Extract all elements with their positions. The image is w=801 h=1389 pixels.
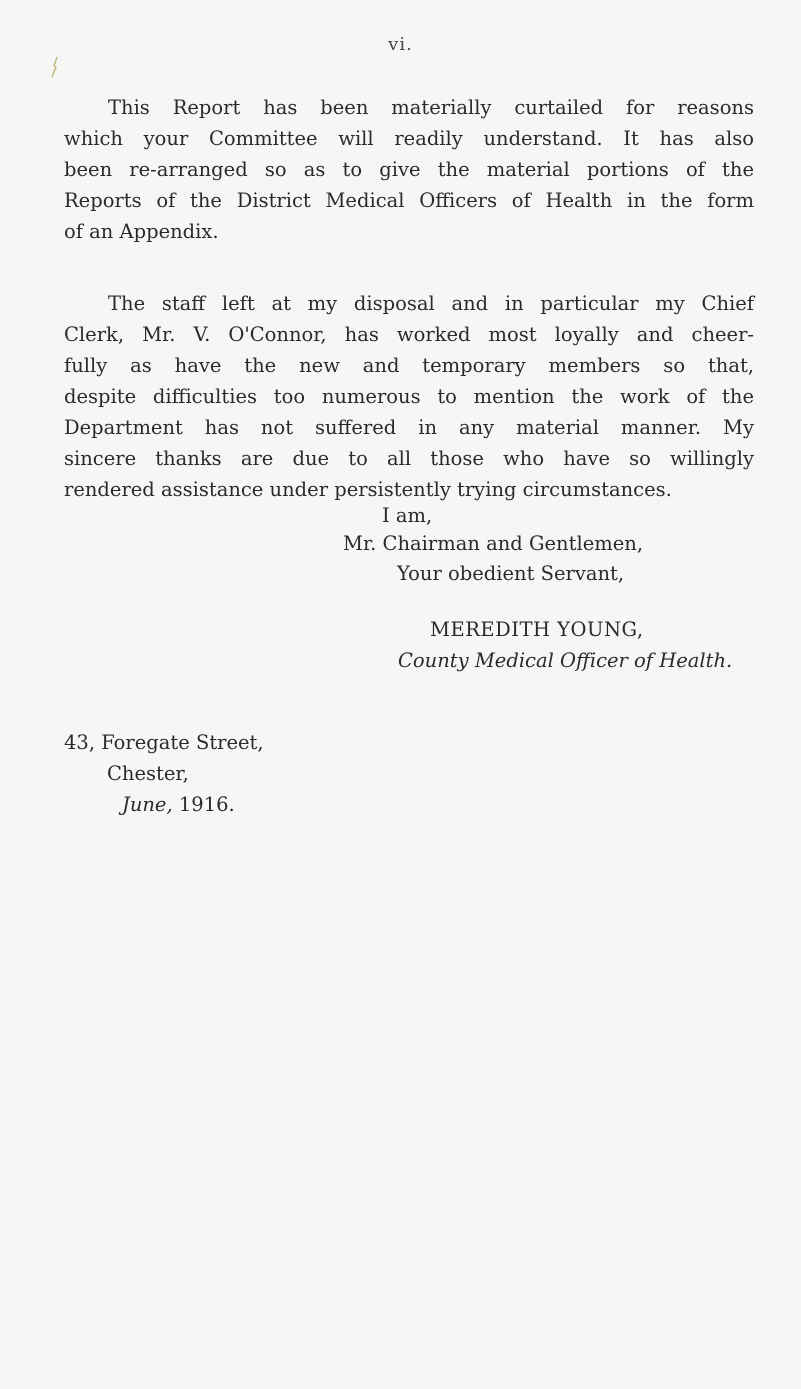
address-street: 43, Foregate Street, [64, 731, 264, 754]
paragraph-line: rendered assistance under persistently trying circumstances. [64, 478, 672, 501]
closing-i-am: I am, [382, 504, 433, 527]
closing-servant: Your obedient Servant, [397, 562, 625, 585]
paragraph-line: This Report has been materially curtailed for reasons [108, 96, 754, 119]
paragraph-line: fully as have the new and temporary members so that, [64, 354, 754, 377]
paragraph-report-curtailed [64, 92, 754, 247]
signature-title: County Medical Officer of Health. [398, 649, 733, 672]
paragraph-line: Department has not suffered in any material manner. My [64, 416, 754, 439]
pencil-mark-decoration [50, 56, 60, 78]
address-city: Chester, [107, 762, 189, 785]
paragraph-line: sincere thanks are due to all those who have so willingly [64, 447, 754, 470]
paragraph-line: Clerk, Mr. V. O'Connor, has worked most loyally and cheer- [64, 323, 754, 346]
paragraph-staff-thanks [64, 288, 754, 505]
signature-name: MEREDITH YOUNG, [430, 618, 644, 641]
paragraph-line: The staff left at my disposal and in particular my Chief [108, 292, 754, 315]
paragraph-line: of an Appendix. [64, 220, 219, 243]
date-month: June, [122, 793, 173, 816]
paragraph-line: been re-arranged so as to give the material portions of the [64, 158, 754, 181]
paragraph-line: which your Committee will readily understand. It has also [64, 127, 754, 150]
page-number: vi. [388, 34, 413, 55]
date-year: 1916. [178, 793, 235, 816]
closing-salutation: Mr. Chairman and Gentlemen, [343, 532, 644, 555]
paragraph-line: despite difficulties too numerous to mention the work of the [64, 385, 754, 408]
address-date [122, 791, 235, 819]
paragraph-line: Reports of the District Medical Officers of Health in the form [64, 189, 754, 212]
